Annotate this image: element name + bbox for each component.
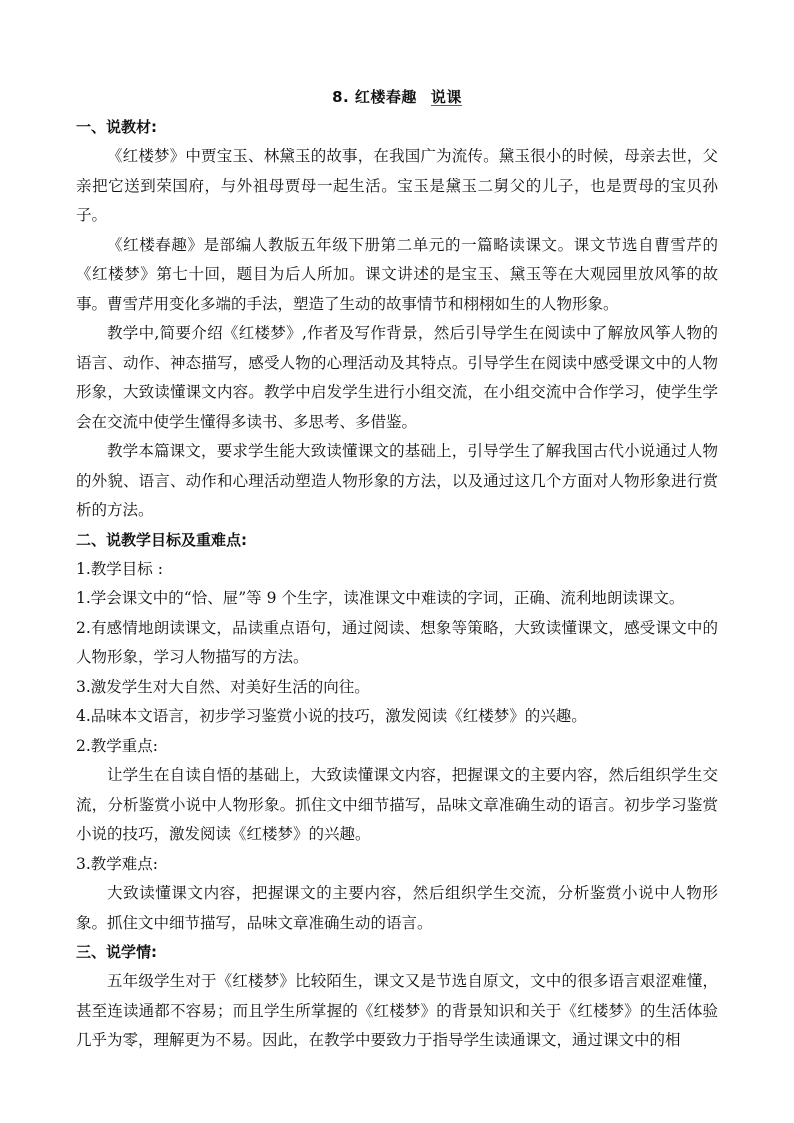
key-points-label: 2.教学重点: [76,736,159,755]
document-title [0,86,794,107]
paragraph: 《红楼春趣》是部编人教版五年级下册第二单元的一篇略读课文。课文节选自曹雪芹的《红楼梦》第七十回，题目为后人所加。课文讲述的是宝玉、黛玉等在大观园里放风筝的故事。曹雪芹用变化多端的手法，塑造了生动的故事情节和栩栩如生的人物形象。 [76,235,718,313]
paragraph: 教学本篇课文，要求学生能大致读懂课文的基础上，引导学生了解我国古代小说通过人物的外貌、语言、动作和心理活动塑造人物形象的方法，以及通过这几个方面对人物形象进行赏析的方法。 [76,442,718,519]
paragraph: 《红楼梦》中贾宝玉、林黛玉的故事，在我国广为流传。黛玉很小的时候，母亲去世，父亲把它送到荣国府，与外祖母贾母一起生活。宝玉是黛玉二舅父的儿子，也是贾母的宝贝孙子。 [76,147,718,224]
goal-item: 2.有感情地朗读课文，品读重点语句，通过阅读、想象等策略，大致读懂课文，感受课文中的人物形象，学习人物描写的方法。 [76,618,718,666]
section-heading-goals: 二、说教学目标及重难点: [76,530,247,549]
section-heading-textbook: 一、说教材: [76,118,157,136]
goal-item: 3.激发学生对大自然、对美好生活的向往。 [76,677,370,696]
goal-item: 4.品味本文语言，初步学习鉴赏小说的技巧，激发阅读《红楼梦》的兴趣。 [76,707,587,725]
section-heading-students: 三、说学情: [76,943,157,961]
difficult-points-text: 大致读懂课文内容，把握课文的主要内容，然后组织学生交流，分析鉴赏小说中人物形象。抓住文中细节描写，品味文章准确生动的语言。 [76,884,718,932]
title-main: 8. 红楼春趣 [332,88,417,106]
key-points-text: 让学生在自读自悟的基础上，大致读懂课文内容，把握课文的主要内容，然后组织学生交流，分析鉴赏小说中人物形象。抓住文中细节描写，品味文章准确生动的语言。初步学习鉴赏小说的技巧，激发阅读《红楼梦》的兴趣。 [76,766,718,843]
difficult-points-label: 3.教学难点: [76,854,159,873]
paragraph: 教学中,简要介绍《红楼梦》,作者及写作背景，然后引导学生在阅读中了解放风筝人物的语言、动作、神态描写，感受人物的心理活动及其特点。引导学生在阅读中感受课文中的人物形象，大致读懂课文内容。教学中启发学生进行小组交流，在小组交流中合作学习，使学生学会在交流中使学生懂得多读书、多思考、多借鉴。 [76,324,718,431]
goals-label: 1.教学目标 : [76,559,163,578]
document-body [76,113,718,1056]
title-sub: 说课 [430,88,462,106]
paragraph: 五年级学生对于《红楼梦》比较陌生，课文又是节选自原文，文中的很多语言艰涩难懂，甚至连读通都不容易；而且学生所掌握的《红楼梦》的背景知识和关于《红楼梦》的生活体验几乎为零，理解更为不易。因此，在教学中要致力于指导学生读通课文，通过课文中的相 [76,972,718,1049]
goal-item: 1.学会课文中的“恰、屉”等 9 个生字，读准课文中难读的字词，正确、流利地朗读课文。 [76,589,685,607]
